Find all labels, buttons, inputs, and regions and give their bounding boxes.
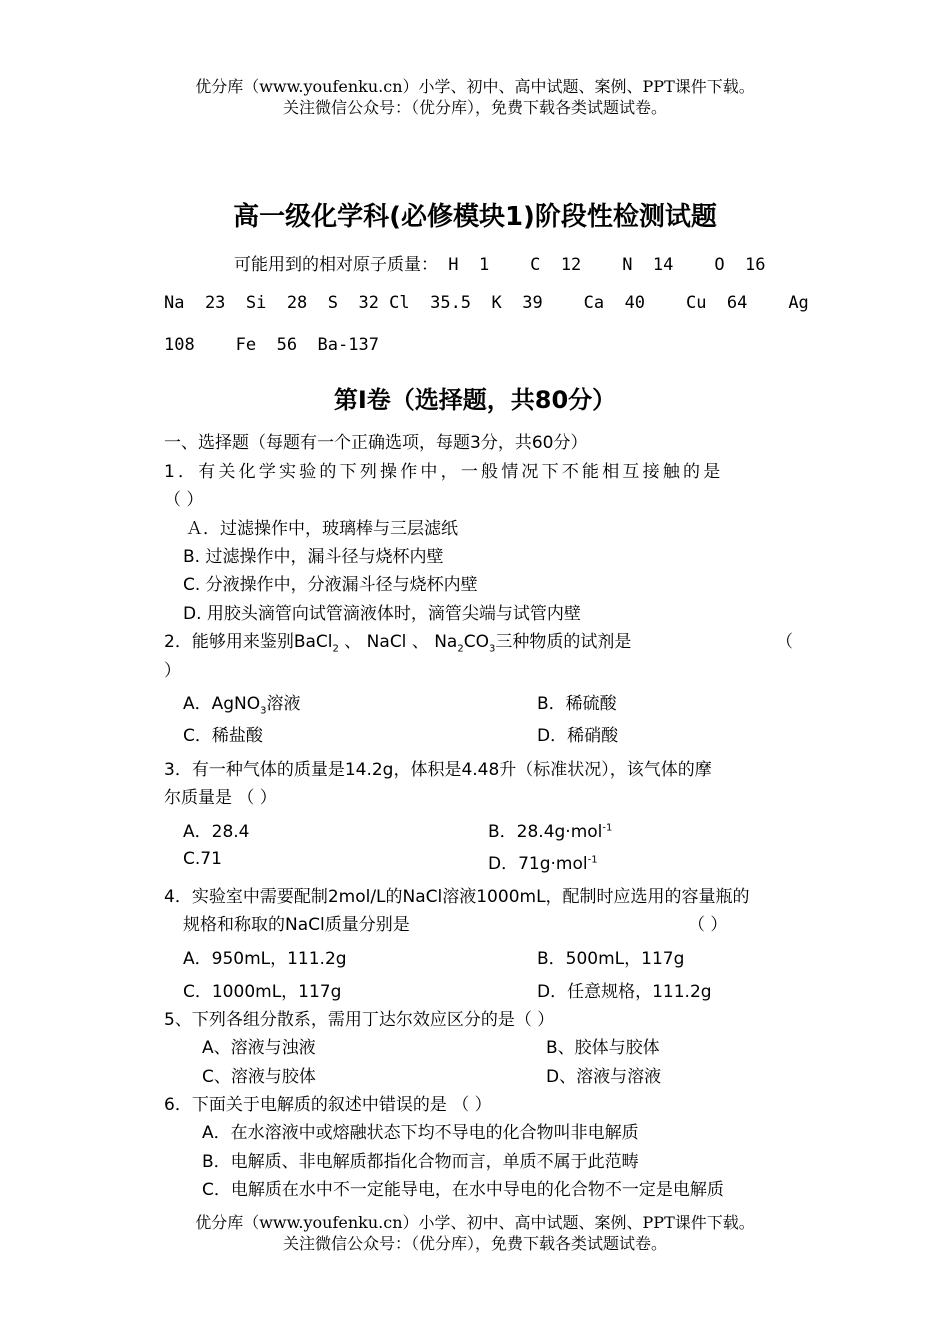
footer-line-1: 优分库（www.youfenku.cn）小学、初中、高中试题、案例、PPT课件下载。 bbox=[195, 1213, 755, 1232]
q2-option-a-pre: A．AgNO bbox=[183, 694, 261, 714]
q6-stem: 6．下面关于电解质的叙述中错误的是 （ ） bbox=[164, 1095, 492, 1115]
q2-stem bbox=[164, 627, 631, 654]
q4-stem-line-2: 规格和称取的NaCl质量分别是 bbox=[183, 915, 410, 935]
q3-option-d-sup: -1 bbox=[587, 854, 598, 866]
q3-stem-line-1: 3．有一种气体的质量是14.2g，体积是4.48升（标准状况），该气体的摩 bbox=[164, 760, 712, 780]
atomic-mass-line-3: 108 Fe 56 Ba-137 bbox=[164, 335, 379, 355]
q5-stem: 5、下列各组分散系，需用丁达尔效应区分的是（ ） bbox=[164, 1010, 555, 1030]
q4-answer-paren: （ ） bbox=[688, 915, 728, 935]
q2-sub-3: 3 bbox=[489, 643, 496, 655]
q2-paren-open: （ bbox=[776, 632, 793, 652]
q4-option-a: A．950mL，111.2g bbox=[183, 949, 347, 969]
q1-option-b: B. 过滤操作中，漏斗径与烧杯内壁 bbox=[183, 547, 444, 567]
q1-option-d: D. 用胶头滴管向试管滴液体时，滴管尖端与试管内壁 bbox=[183, 604, 581, 624]
q2-stem-part-d: 三种物质的试剂是 bbox=[495, 632, 632, 652]
q3-option-d bbox=[488, 849, 598, 874]
q2-option-a-post: 溶液 bbox=[266, 694, 301, 714]
q2-option-c: C．稀盐酸 bbox=[183, 726, 263, 746]
q4-option-c: C．1000mL，117g bbox=[183, 982, 342, 1002]
q2-paren-close: ） bbox=[164, 661, 181, 681]
q4-option-b: B．500mL，117g bbox=[537, 949, 685, 969]
q1-option-a: Ａ．过滤操作中，玻璃棒与三层滤纸 bbox=[186, 519, 458, 539]
q4-stem-line-1: 4．实验室中需要配制2mol/L的NaCl溶液1000mL，配制时应选用的容量瓶的 bbox=[164, 887, 750, 907]
q5-option-b: B、胶体与胶体 bbox=[546, 1038, 660, 1058]
q5-option-d: D、溶液与溶液 bbox=[546, 1067, 662, 1087]
q3-option-b bbox=[488, 817, 612, 842]
page-footer bbox=[0, 1212, 950, 1254]
q3-option-d-text: D．71g·mol bbox=[488, 854, 588, 874]
q2-stem-part-c: CO bbox=[463, 632, 489, 652]
q5-option-a: A、溶液与浊液 bbox=[202, 1038, 316, 1058]
header-line-2: 关注微信公众号：（优分库），免费下载各类试题试卷。 bbox=[282, 98, 667, 117]
q3-option-b-sup: -1 bbox=[602, 822, 613, 834]
q1-answer-paren: （ ） bbox=[164, 490, 204, 510]
q3-option-a: A．28.4 bbox=[183, 822, 250, 842]
q5-option-c: C、溶液与胶体 bbox=[202, 1067, 316, 1087]
q2-stem-part-a: 2．能够用来鉴别BaCl bbox=[164, 632, 333, 652]
q2-option-d: D．稀硝酸 bbox=[537, 726, 619, 746]
q3-option-c: C.71 bbox=[183, 849, 222, 869]
atomic-mass-line-2: Na 23 Si 28 S 32 Cl 35.5 K 39 Ca 40 Cu 64 Ag bbox=[164, 293, 809, 313]
q6-option-a: A．在水溶液中或熔融状态下均不导电的化合物叫非电解质 bbox=[202, 1123, 639, 1143]
page-header bbox=[0, 76, 950, 118]
q1-option-c: C. 分液操作中，分液漏斗径与烧杯内壁 bbox=[183, 575, 478, 595]
q6-option-c: C．电解质在水中不一定能导电，在水中导电的化合物不一定是电解质 bbox=[202, 1180, 724, 1200]
q4-option-d: D．任意规格，111.2g bbox=[537, 982, 712, 1002]
part-heading: 一、选择题（每题有一个正确选项，每题3分，共60分） bbox=[164, 433, 588, 453]
section-title: 第Ⅰ卷（选择题，共80分） bbox=[333, 386, 617, 414]
q3-stem-line-2: 尔质量是 （ ） bbox=[164, 788, 277, 808]
header-line-1: 优分库（www.youfenku.cn）小学、初中、高中试题、案例、PPT课件下载。 bbox=[195, 77, 755, 96]
q2-sub-2: 2 bbox=[457, 643, 464, 655]
exam-title: 高一级化学科(必修模块1)阶段性检测试题 bbox=[233, 202, 717, 232]
atomic-mass-line-1: 可能用到的相对原子质量： H 1 C 12 N 14 O 16 bbox=[234, 255, 766, 275]
q3-option-b-text: B．28.4g·mol bbox=[488, 822, 603, 842]
q2-option-a bbox=[183, 689, 301, 716]
q2-option-a-sub: 3 bbox=[260, 705, 267, 717]
q6-option-b: B．电解质、非电解质都指化合物而言，单质不属于此范畴 bbox=[202, 1152, 639, 1172]
footer-line-2: 关注微信公众号：（优分库），免费下载各类试题试卷。 bbox=[282, 1234, 667, 1253]
q2-stem-part-b: 、 NaCl 、 Na bbox=[338, 632, 458, 652]
q1-stem: 1．有关化学实验的下列操作中，一般情况下不能相互接触的是 bbox=[164, 462, 724, 482]
q2-option-b: B．稀硫酸 bbox=[537, 694, 617, 714]
q2-sub-1: 2 bbox=[332, 643, 339, 655]
